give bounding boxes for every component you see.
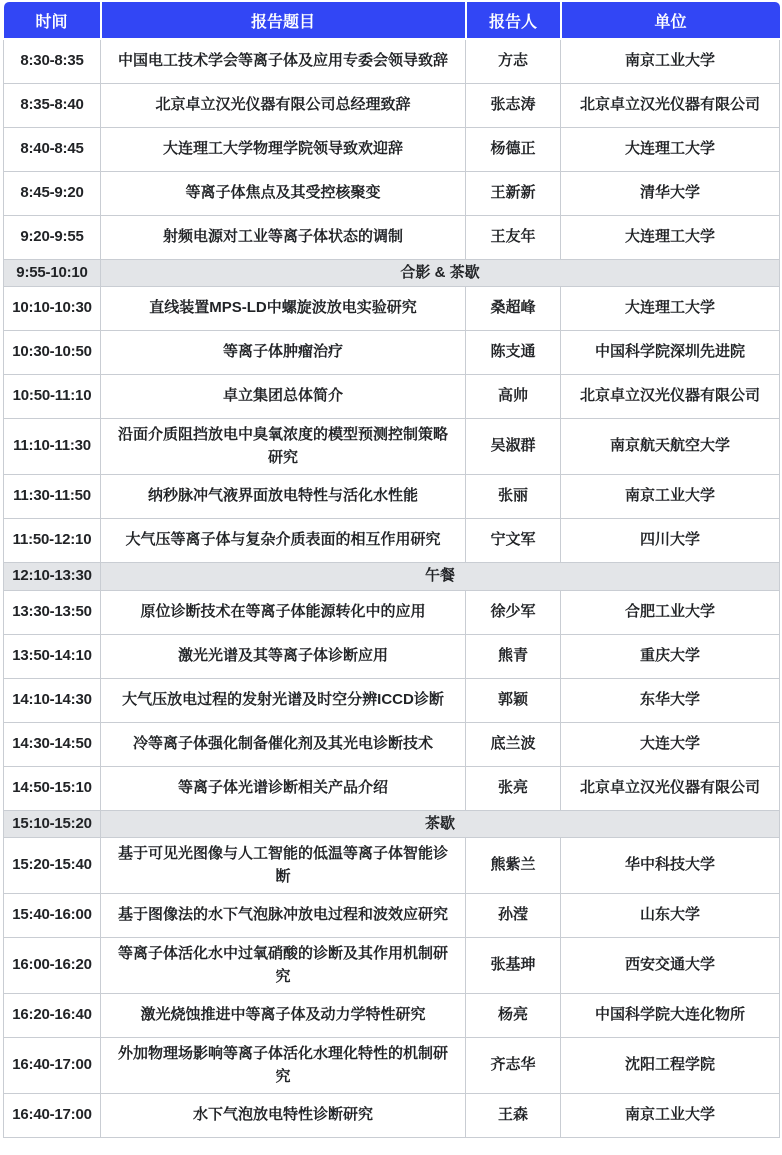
table-row [4, 634, 780, 678]
break-label-cell: 茶歇 [101, 810, 780, 838]
title-cell: 大气压放电过程的发射光谱及时空分辨ICCD诊断 [101, 678, 466, 722]
speaker-cell: 张丽 [466, 475, 561, 519]
unit-cell: 北京卓立汉光仪器有限公司 [561, 766, 780, 810]
speaker-cell: 吴淑群 [466, 419, 561, 475]
table-row [4, 215, 780, 259]
table-row [4, 1038, 780, 1094]
speaker-cell: 王森 [466, 1094, 561, 1138]
speaker-cell: 张志涛 [466, 83, 561, 127]
schedule-body [4, 39, 780, 1138]
title-cell: 射频电源对工业等离子体状态的调制 [101, 215, 466, 259]
col-header-speaker: 报告人 [466, 2, 561, 39]
break-row [4, 259, 780, 287]
col-header-title: 报告题目 [101, 2, 466, 39]
time-cell: 14:50-15:10 [4, 766, 101, 810]
title-cell: 大气压等离子体与复杂介质表面的相互作用研究 [101, 519, 466, 563]
table-row [4, 766, 780, 810]
title-cell: 等离子体光谱诊断相关产品介绍 [101, 766, 466, 810]
break-label-cell: 合影 & 茶歇 [101, 259, 780, 287]
time-cell: 16:40-17:00 [4, 1038, 101, 1094]
speaker-cell: 杨亮 [466, 994, 561, 1038]
table-row [4, 994, 780, 1038]
speaker-cell: 张亮 [466, 766, 561, 810]
title-cell: 卓立集团总体简介 [101, 375, 466, 419]
table-row [4, 331, 780, 375]
table-row [4, 894, 780, 938]
time-cell: 14:10-14:30 [4, 678, 101, 722]
speaker-cell: 宁文军 [466, 519, 561, 563]
unit-cell: 清华大学 [561, 171, 780, 215]
title-cell: 中国电工技术学会等离子体及应用专委会领导致辞 [101, 39, 466, 83]
time-cell: 13:50-14:10 [4, 634, 101, 678]
speaker-cell: 王新新 [466, 171, 561, 215]
speaker-cell: 徐少军 [466, 590, 561, 634]
unit-cell: 大连大学 [561, 722, 780, 766]
speaker-cell: 齐志华 [466, 1038, 561, 1094]
time-cell: 11:50-12:10 [4, 519, 101, 563]
header-row [4, 2, 780, 39]
speaker-cell: 杨德正 [466, 127, 561, 171]
time-cell: 14:30-14:50 [4, 722, 101, 766]
speaker-cell: 底兰波 [466, 722, 561, 766]
time-cell: 16:00-16:20 [4, 938, 101, 994]
title-cell: 北京卓立汉光仪器有限公司总经理致辞 [101, 83, 466, 127]
title-cell: 原位诊断技术在等离子体能源转化中的应用 [101, 590, 466, 634]
title-cell: 激光光谱及其等离子体诊断应用 [101, 634, 466, 678]
unit-cell: 北京卓立汉光仪器有限公司 [561, 83, 780, 127]
title-cell: 水下气泡放电特性诊断研究 [101, 1094, 466, 1138]
speaker-cell: 熊青 [466, 634, 561, 678]
time-cell: 8:45-9:20 [4, 171, 101, 215]
table-row [4, 519, 780, 563]
table-row [4, 83, 780, 127]
time-cell: 8:40-8:45 [4, 127, 101, 171]
speaker-cell: 郭颖 [466, 678, 561, 722]
title-cell: 纳秒脉冲气液界面放电特性与活化水性能 [101, 475, 466, 519]
table-row [4, 722, 780, 766]
break-label-cell: 午餐 [101, 563, 780, 591]
col-header-time: 时间 [4, 2, 101, 39]
time-cell: 8:30-8:35 [4, 39, 101, 83]
time-cell: 9:20-9:55 [4, 215, 101, 259]
col-header-unit: 单位 [561, 2, 780, 39]
speaker-cell: 高帅 [466, 375, 561, 419]
unit-cell: 南京航天航空大学 [561, 419, 780, 475]
time-cell: 10:50-11:10 [4, 375, 101, 419]
title-cell: 冷等离子体强化制备催化剂及其光电诊断技术 [101, 722, 466, 766]
time-cell: 15:40-16:00 [4, 894, 101, 938]
speaker-cell: 熊紫兰 [466, 838, 561, 894]
unit-cell: 大连理工大学 [561, 127, 780, 171]
schedule-table [3, 2, 780, 1138]
break-row [4, 810, 780, 838]
time-cell: 11:30-11:50 [4, 475, 101, 519]
table-row [4, 287, 780, 331]
speaker-cell: 孙滢 [466, 894, 561, 938]
unit-cell: 大连理工大学 [561, 215, 780, 259]
table-row [4, 127, 780, 171]
table-row [4, 171, 780, 215]
speaker-cell: 桑超峰 [466, 287, 561, 331]
title-cell: 激光烧蚀推进中等离子体及动力学特性研究 [101, 994, 466, 1038]
time-cell: 13:30-13:50 [4, 590, 101, 634]
unit-cell: 南京工业大学 [561, 39, 780, 83]
unit-cell: 中国科学院大连化物所 [561, 994, 780, 1038]
unit-cell: 北京卓立汉光仪器有限公司 [561, 375, 780, 419]
speaker-cell: 王友年 [466, 215, 561, 259]
title-cell: 等离子体焦点及其受控核聚变 [101, 171, 466, 215]
unit-cell: 中国科学院深圳先进院 [561, 331, 780, 375]
unit-cell: 东华大学 [561, 678, 780, 722]
time-cell: 15:10-15:20 [4, 810, 101, 838]
time-cell: 8:35-8:40 [4, 83, 101, 127]
unit-cell: 重庆大学 [561, 634, 780, 678]
title-cell: 基于图像法的水下气泡脉冲放电过程和波效应研究 [101, 894, 466, 938]
title-cell: 直线装置MPS-LD中螺旋波放电实验研究 [101, 287, 466, 331]
unit-cell: 南京工业大学 [561, 1094, 780, 1138]
table-row [4, 375, 780, 419]
time-cell: 16:40-17:00 [4, 1094, 101, 1138]
time-cell: 15:20-15:40 [4, 838, 101, 894]
speaker-cell: 陈支通 [466, 331, 561, 375]
break-row [4, 563, 780, 591]
title-cell: 等离子体活化水中过氧硝酸的诊断及其作用机制研究 [101, 938, 466, 994]
unit-cell: 沈阳工程学院 [561, 1038, 780, 1094]
unit-cell: 四川大学 [561, 519, 780, 563]
table-row [4, 475, 780, 519]
title-cell: 外加物理场影响等离子体活化水理化特性的机制研究 [101, 1038, 466, 1094]
unit-cell: 南京工业大学 [561, 475, 780, 519]
time-cell: 11:10-11:30 [4, 419, 101, 475]
table-row [4, 419, 780, 475]
time-cell: 10:10-10:30 [4, 287, 101, 331]
unit-cell: 华中科技大学 [561, 838, 780, 894]
time-cell: 9:55-10:10 [4, 259, 101, 287]
title-cell: 沿面介质阻挡放电中臭氧浓度的模型预测控制策略研究 [101, 419, 466, 475]
title-cell: 等离子体肿瘤治疗 [101, 331, 466, 375]
title-cell: 基于可见光图像与人工智能的低温等离子体智能诊断 [101, 838, 466, 894]
unit-cell: 山东大学 [561, 894, 780, 938]
speaker-cell: 方志 [466, 39, 561, 83]
table-row [4, 938, 780, 994]
unit-cell: 西安交通大学 [561, 938, 780, 994]
table-row [4, 838, 780, 894]
time-cell: 10:30-10:50 [4, 331, 101, 375]
title-cell: 大连理工大学物理学院领导致欢迎辞 [101, 127, 466, 171]
time-cell: 12:10-13:30 [4, 563, 101, 591]
table-row [4, 590, 780, 634]
table-row [4, 39, 780, 83]
unit-cell: 合肥工业大学 [561, 590, 780, 634]
table-row [4, 1094, 780, 1138]
table-row [4, 678, 780, 722]
unit-cell: 大连理工大学 [561, 287, 780, 331]
time-cell: 16:20-16:40 [4, 994, 101, 1038]
speaker-cell: 张基珅 [466, 938, 561, 994]
